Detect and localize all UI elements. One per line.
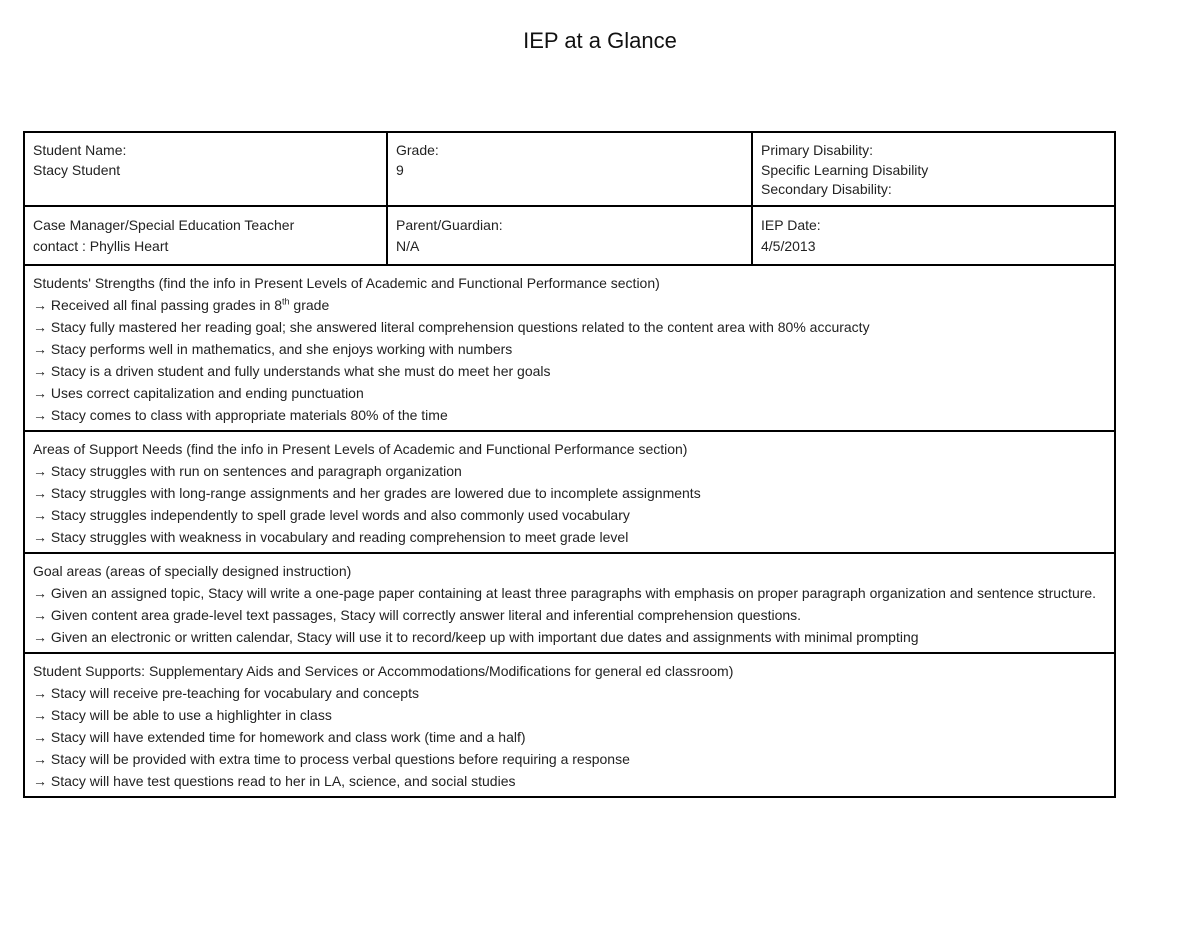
arrow-icon: → [33, 751, 51, 767]
grade-label: Grade: [396, 142, 439, 158]
list-item [33, 748, 1106, 770]
iep-date-cell [752, 206, 1115, 265]
arrow-icon: → [33, 685, 51, 701]
list-item-text: Stacy comes to class with appropriate materials 80% of the time [50, 407, 448, 423]
student-supports-section [24, 653, 1115, 797]
goal-areas-section [24, 553, 1115, 653]
list-item-text: Stacy will have test questions read to her in LA, science, and social studies [50, 773, 516, 789]
iep-table [23, 131, 1116, 798]
list-item [33, 726, 1106, 748]
list-item [33, 460, 1106, 482]
list-item [33, 294, 1106, 316]
list-item [33, 316, 1106, 338]
list-item [33, 582, 1106, 604]
list-item-text: Stacy will receive pre-teaching for vocabulary and concepts [50, 685, 419, 701]
parent-label: Parent/Guardian: [396, 217, 503, 233]
grade: 9 [396, 161, 404, 178]
list-item-text: Given content area grade-level text passages, Stacy will correctly answer literal and inferential comprehension questions. [50, 607, 802, 623]
arrow-icon: → [33, 407, 51, 423]
student-name: Stacy Student [33, 161, 121, 178]
iep-date: 4/5/2013 [761, 238, 816, 254]
section-heading: Areas of Support Needs (find the info in Present Levels of Academic and Functional Performance section) [33, 441, 688, 457]
primary-disability-label: Primary Disability: [761, 142, 874, 158]
section-heading: Goal areas (areas of specially designed instruction) [33, 563, 352, 579]
case-manager-label: Case Manager/Special Education Teacher [33, 217, 295, 233]
grade-cell [387, 132, 752, 206]
secondary-disability-label: Secondary Disability: [761, 181, 892, 197]
list-item [33, 404, 1106, 426]
student-name-cell [24, 132, 387, 206]
list-item-text: Stacy will be able to use a highlighter in class [50, 707, 332, 723]
student-name-label: Student Name: [33, 142, 127, 158]
list-item-text: Stacy struggles independently to spell grade level words and also commonly used vocabulary [50, 507, 630, 523]
arrow-icon: → [33, 463, 51, 479]
section-heading: Student Supports: Supplementary Aids and Services or Accommodations/Modifications for general ed classroom) [33, 663, 734, 679]
arrow-icon: → [33, 485, 51, 501]
case-manager: contact : Phyllis Heart [33, 238, 169, 254]
document-title: IEP at a Glance [523, 28, 677, 53]
disability-cell [752, 132, 1115, 206]
list-item-text: Received all final passing grades in 8th grade [50, 296, 330, 313]
list-item-text: Given an assigned topic, Stacy will write a one-page paper containing at least three paragraphs with emphasis on proper paragraph organization and sentence structure. [50, 585, 1097, 601]
list-item [33, 682, 1106, 704]
list-item [33, 770, 1106, 792]
parent: N/A [396, 238, 420, 254]
list-item [33, 382, 1106, 404]
strengths-section [24, 265, 1115, 431]
list-item-text: Stacy will be provided with extra time to process verbal questions before requiring a response [50, 751, 630, 767]
list-item-text: Stacy is a driven student and fully understands what she must do meet her goals [50, 363, 551, 379]
arrow-icon: → [33, 585, 51, 601]
arrow-icon: → [33, 297, 51, 313]
arrow-icon: → [33, 529, 51, 545]
case-manager-cell [24, 206, 387, 265]
arrow-icon: → [33, 385, 51, 401]
list-item-text: Stacy struggles with run on sentences and paragraph organization [50, 463, 462, 479]
list-item [33, 604, 1106, 626]
arrow-icon: → [33, 707, 51, 723]
list-item-text: Stacy will have extended time for homework and class work (time and a half) [50, 729, 526, 745]
arrow-icon: → [33, 507, 51, 523]
list-item-text: Stacy performs well in mathematics, and she enjoys working with numbers [50, 341, 513, 357]
list-item-text: Given an electronic or written calendar, Stacy will use it to record/keep up with important due dates and assignments with minimal prompting [50, 629, 919, 645]
section-heading: Students' Strengths (find the info in Present Levels of Academic and Functional Performance section) [33, 275, 660, 291]
list-item [33, 338, 1106, 360]
list-item-text: Stacy struggles with weakness in vocabulary and reading comprehension to meet grade level [50, 529, 629, 545]
list-item [33, 626, 1106, 648]
parent-cell [387, 206, 752, 265]
iep-date-label: IEP Date: [761, 217, 821, 233]
primary-disability: Specific Learning Disability [761, 161, 929, 178]
list-item [33, 704, 1106, 726]
list-item [33, 360, 1106, 382]
list-item-text: Stacy fully mastered her reading goal; she answered literal comprehension questions related to the content area with 80% accuracty [50, 319, 870, 335]
arrow-icon: → [33, 729, 51, 745]
arrow-icon: → [33, 607, 51, 623]
list-item [33, 504, 1106, 526]
list-item [33, 482, 1106, 504]
arrow-icon: → [33, 341, 51, 357]
support-needs-section [24, 431, 1115, 553]
arrow-icon: → [33, 319, 51, 335]
arrow-icon: → [33, 363, 51, 379]
list-item [33, 526, 1106, 548]
list-item-text: Stacy struggles with long-range assignments and her grades are lowered due to incomplete assignments [50, 485, 701, 501]
list-item-text: Uses correct capitalization and ending punctuation [50, 385, 364, 401]
arrow-icon: → [33, 629, 51, 645]
arrow-icon: → [33, 773, 51, 789]
